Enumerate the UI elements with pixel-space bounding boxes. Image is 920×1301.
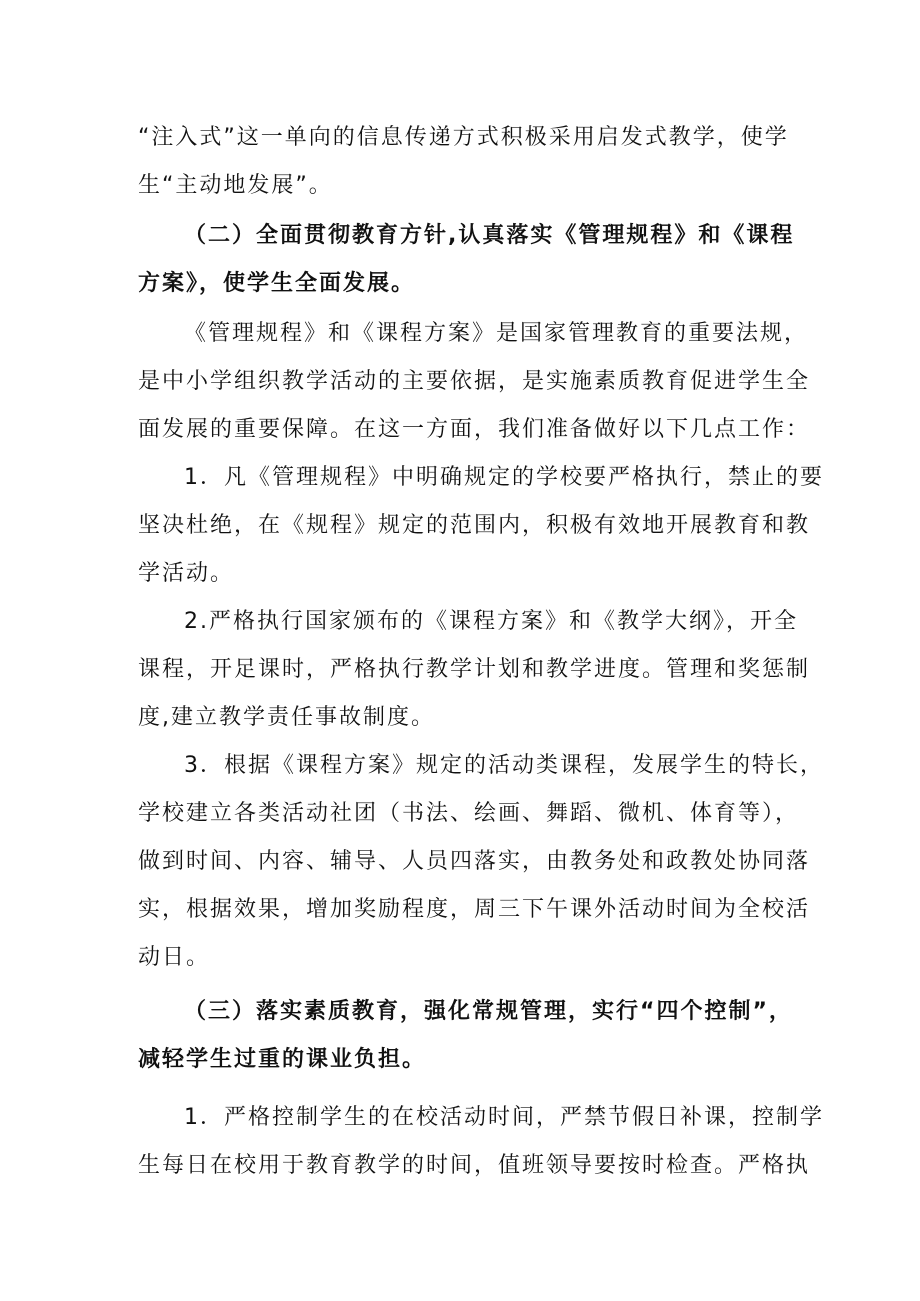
text-line: 生每日在校用于教育教学的时间，值班领导要按时检查。严格执 [138, 1153, 811, 1178]
text-line: 实，根据效果，增加奖励程度，周三下午课外活动时间为全校活 [138, 897, 811, 922]
heading-line: 方案》，使学生全面发展。 [138, 271, 416, 296]
text-line: 《管理规程》和《课程方案》是国家管理教育的重要法规， [184, 321, 809, 346]
text-line: “注入式”这一单向的信息传递方式积极采用启发式教学，使学 [138, 125, 789, 150]
list-item-3 [138, 742, 824, 982]
text-line: 1．凡《管理规程》中明确规定的学校要严格执行，禁止的要 [184, 465, 824, 490]
list-item-2 [138, 598, 811, 742]
heading-line: （二）全面贯彻教育方针,认真落实《管理规程》和《课程 [184, 223, 795, 248]
text-line: 做到时间、内容、辅导、人员四落实，由教务处和政教处协同落 [138, 849, 811, 874]
text-line: 生“主动地发展”。 [138, 173, 333, 198]
text-line: 面发展的重要保障。在这一方面，我们准备做好以下几点工作： [138, 417, 811, 442]
text-line: 学活动。 [138, 561, 235, 586]
text-line: 是中小学组织教学活动的主要依据，是实施素质教育促进学生全 [138, 369, 811, 394]
text-line: 1．严格控制学生的在校活动时间，严禁节假日补课，控制学 [184, 1105, 824, 1130]
paragraph-intro-continuation [138, 114, 798, 210]
text-line: 坚决杜绝，在《规程》规定的范围内，积极有效地开展教育和教 [138, 513, 811, 538]
list-item-1 [138, 454, 824, 598]
text-line: 动日。 [138, 945, 211, 970]
text-line: 课程，开足课时，严格执行教学计划和教学进度。管理和奖惩制 [138, 657, 811, 682]
paragraph-regulations [138, 310, 811, 454]
section-heading-three [138, 988, 798, 1084]
heading-line: （三）落实素质教育，强化常规管理，实行“四个控制”， [184, 999, 793, 1024]
heading-line: 减轻学生过重的课业负担。 [138, 1047, 427, 1072]
text-line: 3．根据《课程方案》规定的活动类课程，发展学生的特长， [184, 753, 824, 778]
text-line: 度,建立教学责任事故制度。 [138, 705, 435, 730]
text-line: 2.严格执行国家颁布的《课程方案》和《教学大纲》，开全 [184, 609, 798, 634]
section-heading-two [138, 212, 798, 308]
text-line: 学校建立各类活动社团（书法、绘画、舞蹈、微机、体育等）， [138, 801, 800, 826]
list-item-control-1 [138, 1094, 824, 1190]
